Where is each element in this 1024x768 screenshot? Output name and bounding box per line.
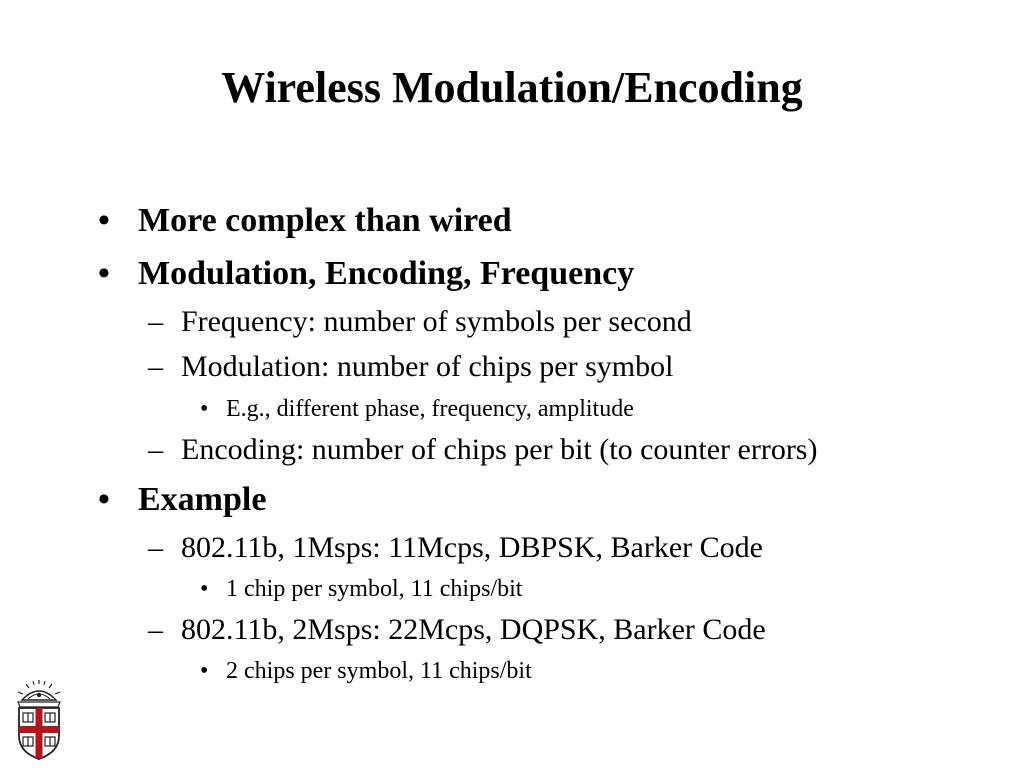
bullet-text: Example (138, 481, 267, 518)
sub-bullet-item (148, 302, 692, 342)
dash-marker: – (148, 305, 163, 338)
bullet-text: More complex than wired (138, 202, 512, 239)
dash-marker: – (148, 350, 163, 383)
slide-title: Wireless Modulation/Encoding (221, 63, 803, 112)
bullet-marker: • (200, 396, 209, 422)
sub-bullet-item (148, 347, 673, 387)
bullet-text: Frequency: number of symbols per second (181, 305, 692, 338)
bullet-marker: • (98, 481, 110, 518)
bullet-text: 1 chip per symbol, 11 chips/bit (226, 576, 523, 602)
bullet-text: E.g., different phase, frequency, amplitude (226, 396, 634, 422)
dash-marker: – (148, 613, 163, 646)
dash-marker: – (148, 531, 163, 564)
bullet-text: Modulation, Encoding, Frequency (138, 255, 635, 292)
sub-bullet-item (148, 528, 763, 568)
bullet-item (98, 252, 634, 296)
bullet-text: 2 chips per symbol, 11 chips/bit (226, 658, 532, 684)
university-shield-icon (14, 680, 64, 760)
sun-crest-icon (18, 680, 60, 700)
bullet-text: Encoding: number of chips per bit (to counter errors) (181, 433, 818, 466)
bullet-marker: • (200, 658, 209, 684)
sub-sub-bullet-item (200, 573, 522, 605)
bullet-marker: • (98, 202, 110, 239)
bullet-marker: • (200, 576, 209, 602)
sub-sub-bullet-item (200, 655, 532, 687)
bullet-text: Modulation: number of chips per symbol (181, 350, 674, 383)
bullet-marker: • (98, 255, 110, 292)
bullet-text: 802.11b, 2Msps: 22Mcps, DQPSK, Barker Code (181, 613, 766, 646)
dash-marker: – (148, 433, 163, 466)
sub-bullet-item (148, 430, 817, 470)
bullet-item (98, 199, 512, 243)
sub-sub-bullet-item (200, 393, 634, 425)
bullet-item (98, 478, 266, 522)
sub-bullet-item (148, 610, 766, 650)
banner-shape (18, 702, 60, 707)
bullet-text: 802.11b, 1Msps: 11Mcps, DBPSK, Barker Code (181, 531, 763, 564)
cross-horizontal (19, 726, 59, 733)
